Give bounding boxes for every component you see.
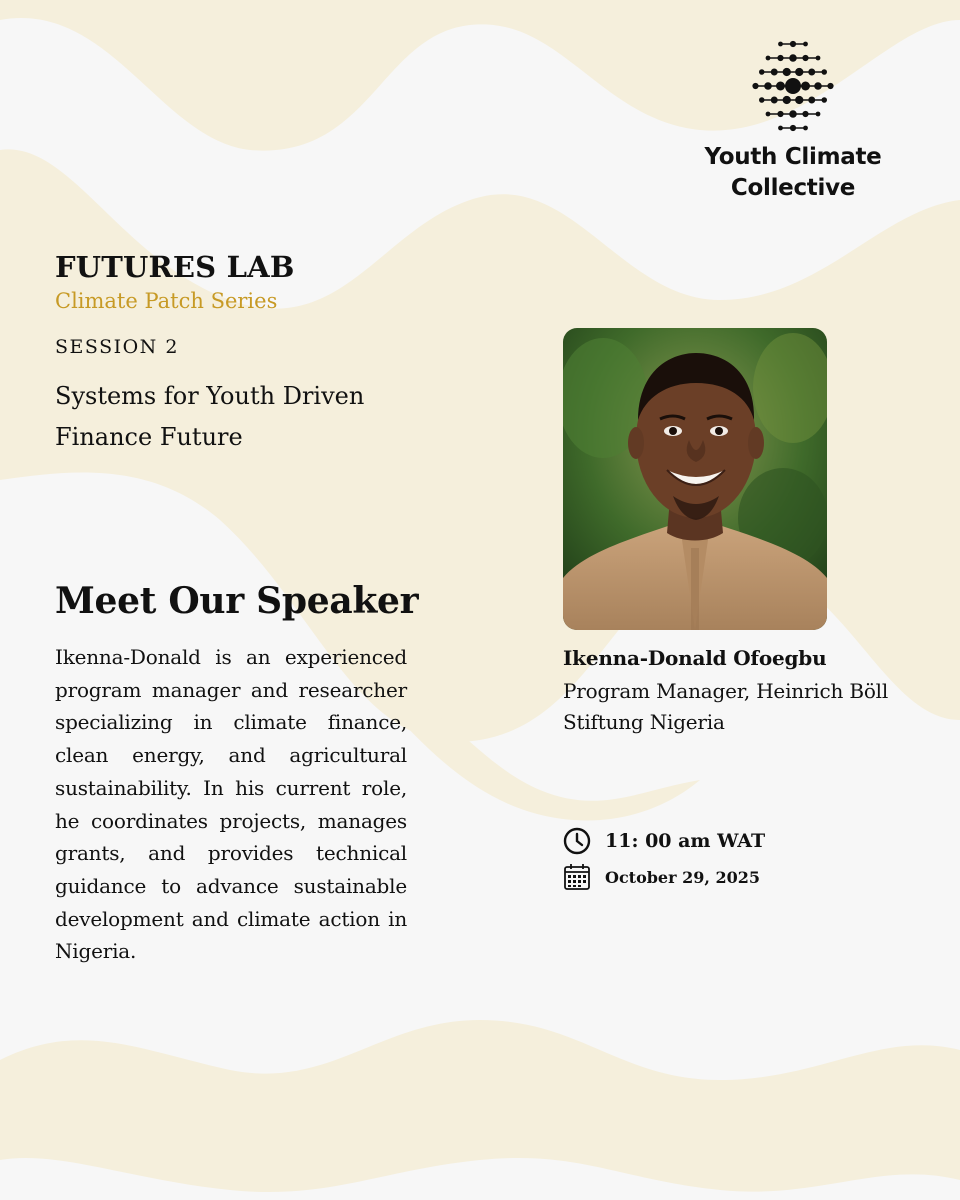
speaker-name: Ikenna-Donald Ofoegbu xyxy=(563,646,827,670)
speaker-role: Program Manager, Heinrich Böll Stiftung Nigeria xyxy=(563,679,889,734)
event-date-row xyxy=(562,862,760,892)
clock-icon xyxy=(562,826,592,856)
dotted-globe-logo-icon xyxy=(745,36,841,136)
speaker-photo xyxy=(563,328,827,630)
organization-logo xyxy=(700,36,886,204)
session-topic: Systems for Youth Driven Finance Future xyxy=(55,382,365,451)
calendar-icon xyxy=(562,862,592,892)
session-label: SESSION 2 xyxy=(55,336,179,358)
event-date: October 29, 2025 xyxy=(605,867,761,887)
speaker-bio: Ikenna-Donald is an experienced program manager and researcher specializing in climate finance, clean energy, and agricultural sustainability. In his current role, he coordinates projects, manages grants, and provides technical guidance to advance sustainable development and climate action in Nigeria. xyxy=(55,645,407,964)
organization-name-line2: Collective xyxy=(730,175,856,201)
series-name: Climate Patch Series xyxy=(55,289,278,313)
event-title: FUTURES LAB xyxy=(55,250,295,284)
event-time: 11: 00 am WAT xyxy=(605,830,766,852)
section-heading: Meet Our Speaker xyxy=(55,580,419,622)
organization-name-line1: Youth Climate xyxy=(704,144,882,170)
organization-name xyxy=(700,142,886,204)
event-time-row xyxy=(562,826,765,856)
